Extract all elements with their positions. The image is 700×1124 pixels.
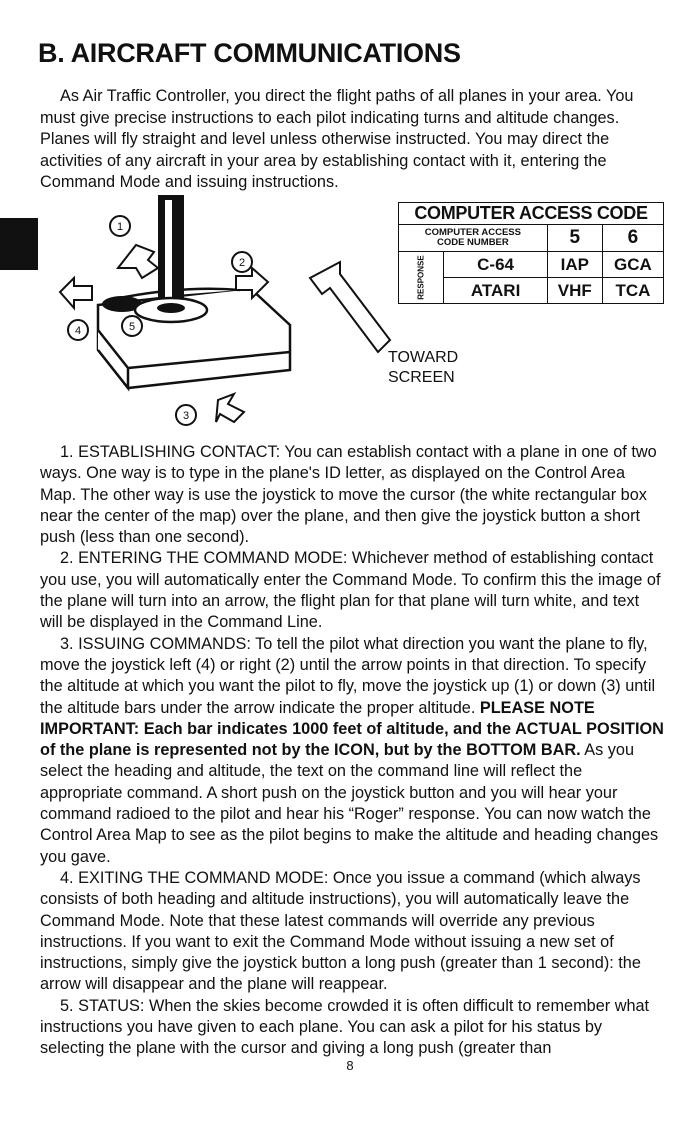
code-number-label: COMPUTER ACCESS CODE NUMBER <box>399 225 548 252</box>
step-establishing-contact: 1. ESTABLISHING CONTACT: You can establish contact with a plane in one of two ways. One way is to type in the plane's ID letter, as displayed on the Control Area Map. The other way is use the joystick to move the cursor (the white rectangular box near the center of the map) over the plane, and then give the joystick button a short push (less than one second). <box>40 443 657 547</box>
toward-screen-label: TOWARD SCREEN <box>388 349 459 386</box>
step-status: 5. STATUS: When the skies become crowded it is often difficult to remember what instructions you have given to each plane. You can ask a pilot for his status by selecting the plane with the cursor and giving a long push (greater than <box>40 996 650 1058</box>
section-title: B. AIRCRAFT COMMUNICATIONS <box>38 38 461 68</box>
instruction-steps <box>40 442 664 1060</box>
intro-paragraph: As Air Traffic Controller, you direct the flight paths of all planes in your area. You must give precise instructions to each pilot indicating turns and altitude changes. Planes will fly straight and level unless otherwise instructed. You may direct the activities of any aircraft in your area by establishing contact with it, entering the Command Mode and issuing instructions. <box>40 87 634 191</box>
callout-1: 1 <box>116 221 124 233</box>
callout-4: 4 <box>74 325 82 337</box>
col-header-5: 5 <box>547 225 602 252</box>
step-issuing-commands: 3. ISSUING COMMANDS: To tell the pilot what direction you want the plane to fly, move the joystick left (4) or right (2) until the arrow points in that direction. To specify the altitude at which you want the pilot to fly, move the joystick up (1) or down (3) until the altitude bars under the arrow indicate the proper altitude. PLEASE NOTE IMPORTANT: Each bar indicates 1000 feet of altitude, and the ACTUAL POSITION of the plane is represented not by the ICON, but by the BOTTOM BAR. As you select the heading and altitude, the text on the command line will reflect the appropriate command. A short push on the joystick button and you will hear your command radioed to the pilot and hear his “Roger” response. You can now watch the Control Area Map to see as the pilot begins to make the altitude and heading changes you gave. <box>40 634 664 866</box>
computer-access-code-table: COMPUTER ACCESS CODE COMPUTER ACCESS CODE NUMBER 5 6 RESPONSE C-64 IAP GCA ATARI VHF TCA <box>398 202 664 304</box>
page-number: 8 <box>346 1058 354 1073</box>
arrow-left <box>60 278 92 308</box>
step-entering-command-mode: 2. ENTERING THE COMMAND MODE: Whichever method of establishing contact you use, you will automatically enter the Command Mode. To confirm this the image of the plane will turn into an arrow, the flight plan for that plane will turn white, and text will be displayed in the Command Line. <box>40 549 661 632</box>
response-label: RESPONSE <box>399 252 444 304</box>
callout-2: 2 <box>238 257 246 269</box>
col-header-6: 6 <box>602 225 663 252</box>
step-exiting-command-mode: 4. EXITING THE COMMAND MODE: Once you issue a command (which always consists of both heading and altitude instructions), you will automatically leave the Command Mode. Note that these latest commands will override any previous instructions. If you want to exit the Command Mode without issuing a new set of instructions, simply give the joystick button a long push (greater than 1 second): the arrow will disappear and the plane will reappear. <box>40 868 641 994</box>
table-title: COMPUTER ACCESS CODE <box>399 203 664 225</box>
arrow-down <box>216 394 244 422</box>
arrow-up <box>118 245 158 278</box>
page-tab-marker <box>0 218 38 270</box>
important-note: PLEASE NOTE IMPORTANT: Each bar indicates 1000 feet of altitude, and the ACTUAL POSITION of the plane is represented not by the ICON, but by the BOTTOM BAR. <box>40 698 664 760</box>
arrow-toward-screen <box>310 262 390 352</box>
callout-3: 3 <box>182 410 190 422</box>
callout-5: 5 <box>128 321 136 333</box>
joystick-diagram <box>40 190 400 455</box>
table-row: C-64 <box>444 252 547 278</box>
table-row: ATARI <box>444 278 547 304</box>
